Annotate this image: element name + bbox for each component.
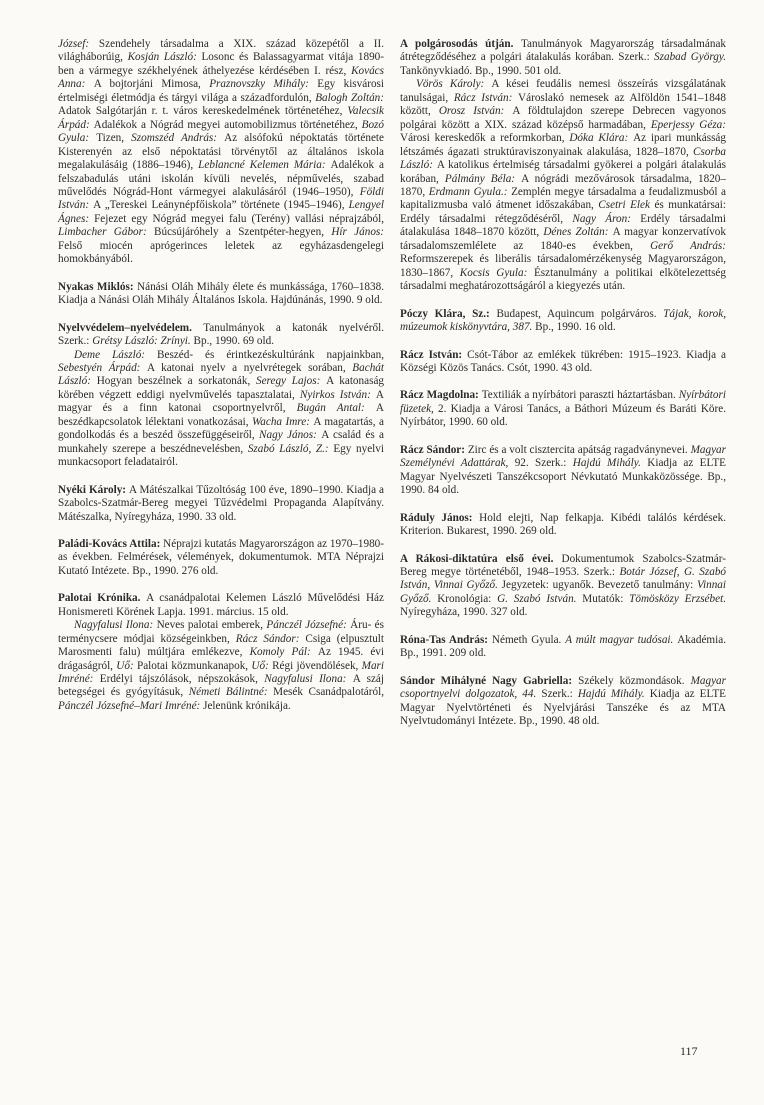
body-text: Az ipari munkásság létszámés ágazati struktúraviszonyainak alakulása, 1828–1870, <box>400 132 726 158</box>
entry-heading: Paládi-Kovács Attila: <box>58 537 164 550</box>
body-text: A katolikus értelmiség társadalmi gyökerei a polgári átalakulás korában, <box>400 159 726 185</box>
body-text: Egy nyelvi munkacsoport feladatairól. <box>58 442 384 469</box>
italic-text: Szabad György. <box>654 51 727 64</box>
entry-spacer <box>400 661 726 675</box>
body-text: 92. Szerk.: <box>514 457 573 470</box>
entry-main-paragraph <box>400 349 726 376</box>
body-text: A földtulajdon szerepe Debrecen vagyonos polgárai között a XIX. század középső harmadában, <box>400 105 727 131</box>
body-text: Losonc és Balassagyarmat vitája 1890-ben a vármegye székhelyének áthelyezése kérdésében I. rész, <box>58 51 384 77</box>
right-column <box>400 38 726 728</box>
italic-text: Vinnai Győző. <box>400 579 726 605</box>
italic-text: Szomszéd András: <box>131 132 225 145</box>
italic-text: Csetri Elek <box>598 199 655 212</box>
body-text: Szendehely társadalma a XIX. század közepétől a II. világháborúig, <box>58 38 384 64</box>
italic-text: Nyirkos István: <box>299 388 376 401</box>
body-text: Csiga (elpusztult Marosmenti falu) múltjára emlékezve, <box>58 632 384 659</box>
italic-text: Erdmann Gyula.: <box>428 185 512 198</box>
italic-text: Kovács Anna: <box>58 64 384 91</box>
entry-main-paragraph <box>58 322 384 349</box>
body-text: 2. Kiadja a Városi Tanács, a Báthori Múzeum és Baráti Köre. Nyírbátor, 1990. 60 old. <box>400 402 726 429</box>
italic-text: József: <box>58 38 99 50</box>
body-text: A magyar és a finn katonai csoportnyelvről, <box>58 388 385 415</box>
italic-text: Eperjessy Géza: <box>650 118 726 131</box>
body-text: A csanádpalotai Kelemen László Művelődési Ház Honismereti Körének Lapja. 1991. március. 15 old. <box>58 592 384 618</box>
bibliography-entry <box>400 634 726 661</box>
body-text: Kiadja az ELTE Magyar Nyelvészeti Tanszékcsoport Névkutató Munkaközössége. Bp., 1990. 84 old. <box>400 457 726 497</box>
entry-main-paragraph <box>400 308 726 335</box>
body-text: Erdély társadalmi átalakulása 1848–1870 között, <box>400 212 726 239</box>
italic-text: Nyírbátori füzetek, <box>400 389 726 415</box>
italic-text: Dóka Klára: <box>569 132 634 145</box>
italic-text: Pálmány Béla: <box>444 172 522 185</box>
italic-text: Uő: <box>251 659 273 672</box>
entry-main-paragraph <box>400 553 726 620</box>
entry-main-paragraph <box>400 389 726 429</box>
italic-text: Komoly Pál: <box>249 646 318 659</box>
italic-text: Praznovszky Mihály: <box>209 78 318 91</box>
entry-main-paragraph <box>400 444 726 498</box>
italic-text: Vörös Károly: <box>416 78 492 91</box>
entry-main-paragraph <box>400 512 726 539</box>
body-text: Palotai közmunkanapok, <box>136 659 252 672</box>
bibliography-entry <box>58 538 384 578</box>
body-text: Észtanulmány a politikai elkötelezettség társadalmi meghatározottságáról a kiegyezés után. <box>400 266 726 293</box>
body-text: Jelenünk krónikája. <box>203 699 291 712</box>
italic-text: Nagy János: <box>259 429 322 442</box>
italic-text: Tömösközy Erzsébet. <box>629 592 726 605</box>
body-text: Hogyan beszélnek a sorkatonák, <box>96 375 256 388</box>
bibliography-entry <box>400 675 726 729</box>
bibliography-entry <box>58 281 384 308</box>
entry-spacer <box>58 308 384 322</box>
body-text: és munkatársai: Erdély társadalmi rétegződéséről, <box>400 199 726 225</box>
body-text: A „Tereskei Leánynépfőiskola” története (1945–1946), <box>93 199 349 212</box>
bibliography-entry <box>58 38 384 267</box>
body-text: Akadémia. Bp., 1991. 209 old. <box>400 633 726 660</box>
entry-spacer <box>58 524 384 538</box>
italic-text: Mari Imréné: <box>58 659 385 686</box>
entry-contents-paragraph <box>58 619 384 713</box>
body-text: Bp., 1990. 69 old. <box>193 335 275 348</box>
body-text: Budapest, Aquincum polgárváros. <box>496 307 664 320</box>
entry-main-paragraph <box>400 675 726 729</box>
body-text: Városlakó nemesek az Alföldön 1541–1848 között, <box>400 91 726 118</box>
body-text: Reformszerepek és liberális társadalomérzékenység Magyarországon, 1830–1867, <box>400 253 726 279</box>
entry-spacer <box>58 470 384 484</box>
italic-text: Seregy Lajos: <box>255 375 327 388</box>
body-text: Néprajzi kutatás Magyarországon az 1970–1980-as években. Felmérések, vélemények, dokumentumok. MTA Néprajzi Kutató Intézete. Bp., 1990. 276 old. <box>58 537 384 577</box>
body-text: Zirc és a volt cisztercita apátság ragadványnevei. <box>467 443 691 456</box>
entry-spacer <box>400 294 726 308</box>
italic-text: Csorba László: <box>400 145 726 172</box>
body-text: Tizen, <box>96 132 132 145</box>
body-text: A bojtorjáni Mimosa, <box>93 78 210 91</box>
entry-heading: Ráduly János: <box>400 511 480 524</box>
body-text: Régi jövendölések, <box>272 659 362 672</box>
body-text: A Mátészalkai Tűzoltóság 100 éve, 1890–1990. Kiadja a Szabolcs-Szatmár-Bereg megyei Tűzvédelmi Propaganda Alapítvány. Mátészalka, Nyíregyháza, 1990. 33 old. <box>58 483 384 523</box>
body-text: A száj betegségei és gyógyításuk, <box>58 673 384 699</box>
entry-main-paragraph <box>58 281 384 308</box>
italic-text: Magyar csoportnyelvi dolgozatok, 44. <box>400 674 726 701</box>
body-text: Az 1945. évi drágaságról, <box>58 646 384 672</box>
italic-text: Hajdú Mihály. <box>577 688 650 701</box>
entry-contents-paragraph <box>58 349 384 470</box>
italic-text: Dénes Zoltán: <box>543 226 613 239</box>
body-text: Zemplén megye társadalma a feudalizmusból a kapitalizmusba való átmenet időszakában, <box>400 185 727 212</box>
body-text: A kései feudális nemesi összeírás vizsgálatának tanulságai, <box>400 78 726 104</box>
bibliography-entry <box>400 38 726 294</box>
body-text: A magatartás, a gondolkodás és a beszéd összefüggéseiről, <box>58 415 384 442</box>
entry-heading: Palotai Krónika. <box>58 592 147 605</box>
entry-spacer <box>400 498 726 512</box>
entry-heading: Nyelvvédelem–nyelvédelem. <box>58 321 204 334</box>
body-text: Mesék Csanádpalotáról, <box>273 686 384 699</box>
italic-text: Orosz István: <box>438 105 513 118</box>
body-text: Erdélyi tájszólások, népszokások, <box>99 673 265 686</box>
italic-text: Németi Bálintné: <box>188 686 274 699</box>
italic-text: Szabó László, Z.: <box>247 442 334 455</box>
body-text: Csót-Tábor az emlékek tükrében: 1915–1923. Kiadja a Községi Közös Tanács. Csót, 1990. 43 old. <box>400 348 726 374</box>
bibliography-entry <box>400 444 726 498</box>
italic-text: Deme László: <box>74 348 158 361</box>
body-text: Mutatók: <box>582 592 630 605</box>
italic-text: Gerő András: <box>650 239 726 252</box>
body-text: Beszéd- és érintkezéskultúránk napjainkban, <box>157 348 385 361</box>
bibliography-entry <box>58 484 384 524</box>
entry-main-paragraph <box>58 38 384 267</box>
bibliography-entry <box>400 553 726 620</box>
italic-text: Leblancné Kelemen Mária: <box>198 159 331 172</box>
body-text: Dokumentumok Szabolcs-Szatmár-Bereg megye történetéből, 1948–1953. Szerk.: <box>400 552 726 578</box>
left-column <box>58 38 384 713</box>
entry-heading: Rácz Sándor: <box>400 443 468 456</box>
entry-heading: Róna-Tas András: <box>400 633 492 646</box>
bibliography-entry <box>58 592 384 713</box>
body-text: Kronológia: <box>437 592 498 605</box>
italic-text: Bozó Gyula: <box>58 118 384 145</box>
entry-contents-paragraph <box>400 78 726 293</box>
body-text: Szerk.: <box>541 688 578 701</box>
body-text: Áru- és terménycsere módjai községeinkben, <box>58 619 384 645</box>
body-text: Adalékok a felszabadulás utáni iskolán kívüli nevelés, népművelés, szabad művelődés Nógrád-Hont vármegyei alakulásáról (1946–1950), <box>58 159 384 198</box>
italic-text: Tájak, korok, múzeumok kiskönyvtára, 387. <box>400 307 726 334</box>
body-text: Bp., 1990. 16 old. <box>535 321 616 334</box>
italic-text: Kocsis Gyula: <box>459 266 534 279</box>
body-text: Neves palotai emberek, <box>156 619 267 632</box>
italic-text: Valecsik Árpád: <box>58 105 384 131</box>
italic-text: Rácz Sándor: <box>235 632 306 645</box>
body-text: Felső miocén aprógerinces leletek az egyházasdengelegi homokbányából. <box>58 239 384 266</box>
body-text: Jegyzetek: ugyanők. Bevezető tanulmány: <box>501 579 697 592</box>
body-text: Nyíregyháza, 1990. 327 old. <box>400 606 528 619</box>
bibliography-entry <box>400 389 726 429</box>
italic-text: Hajdú Mihály. <box>572 457 648 470</box>
italic-text: Uő: <box>116 659 137 672</box>
italic-text: Bugán Antal: <box>296 402 376 415</box>
italic-text: Pánczél Józsefné–Mari Imréné: <box>58 699 204 712</box>
italic-text: Hír János: <box>331 226 384 239</box>
body-text: A beszédkapcsolatok lélektani vonatkozásai, <box>58 402 384 428</box>
body-text: Nánási Oláh Mihály élete és munkássága, 1760–1838. Kiadja a Nánási Oláh Mihály Általános Iskola. Hajdúnánás, 1990. 9 old. <box>58 280 385 307</box>
entry-heading: Nyéki Károly: <box>58 483 130 496</box>
page-number: 117 <box>680 1044 698 1058</box>
entry-heading: A Rákosi-diktatúra első évei. <box>400 552 562 565</box>
body-text: Textiliák a nyírbátori paraszti háztartásban. <box>481 389 679 402</box>
italic-text: Rácz István: <box>453 91 519 104</box>
body-text: Adatok Salgótarján r. t. város kereskedelmének történetéhez, <box>58 105 348 118</box>
entry-main-paragraph <box>400 634 726 661</box>
entry-heading: Rácz Magdolna: <box>400 389 482 402</box>
body-text: Hold elejti, Nap felkapja. Kibédi találós kérdések. Kriterion. Bukarest, 1990. 269 old. <box>400 511 726 538</box>
entry-heading: Sándor Mihályné Nagy Gabriella: <box>400 674 579 687</box>
entry-spacer <box>400 335 726 349</box>
italic-text: Wacha Imre: <box>251 415 314 428</box>
body-text: A magyar konzervatívok társadalomszemlélete az 1840-es években, <box>400 226 726 252</box>
italic-text: G. Szabó István. <box>497 592 583 605</box>
body-text: A katonai nyelv a nyelvrétegek sorában, <box>147 361 353 374</box>
body-text: Egy kisvárosi értelmiségi életmódja és tárgyi világa a századfordulón, <box>58 78 385 104</box>
entry-heading: Nyakas Miklós: <box>58 280 138 293</box>
body-text: Székely közmondások. <box>578 674 691 687</box>
entry-heading: A polgárosodás útján. <box>400 38 521 50</box>
italic-text: Balogh Zoltán: <box>315 91 384 104</box>
entry-main-paragraph <box>58 484 384 524</box>
entry-spacer <box>400 430 726 444</box>
bibliography-entry <box>400 512 726 539</box>
italic-text: Grétsy László: Zrínyi. <box>92 335 194 348</box>
entry-spacer <box>400 375 726 389</box>
italic-text: Magyar Személynévi Adattárak, <box>400 443 726 470</box>
body-text: A nógrádi mezővárosok társadalma, 1820–1870, <box>400 172 726 198</box>
body-text: A katonaság körében végzett eddigi nyelvművelés tapasztalatai, <box>58 375 385 401</box>
body-text: Kiadja az ELTE Magyar Nyelvtörténeti és Nyelvjárási Tanszéke és az MTA Nyelvtudományi Intézete. Bp., 1990. 48 old. <box>400 688 726 728</box>
italic-text: Nagyfalusi Ilona: <box>74 619 157 632</box>
bibliography-entry <box>400 349 726 376</box>
italic-text: Lengyel Ágnes: <box>58 199 384 225</box>
entry-heading: Póczy Klára, Sz.: <box>400 307 497 320</box>
bibliography-entry <box>58 322 384 470</box>
italic-text: Limbacher Gábor: <box>58 226 155 239</box>
italic-text: Bachát László: <box>58 361 384 388</box>
entry-main-paragraph <box>400 38 726 78</box>
body-text: Tankönyvkiadó. Bp., 1990. 501 old. <box>400 64 562 77</box>
body-text: Adalékok a Nógrád megyei automobilizmus történetéhez, <box>93 118 362 131</box>
body-text: A család és a munkahely szerepe a beszédnevelésben, <box>58 429 384 455</box>
entry-spacer <box>58 578 384 592</box>
italic-text: Nagy Áron: <box>572 212 641 225</box>
italic-text: Kosján László: <box>127 51 202 64</box>
body-text: Az alsófokú népoktatás története Kisterenyén az első népoktatási törvénytől az általános iskola megalakulásáig (1886–1946), <box>58 132 384 172</box>
entry-main-paragraph <box>58 592 384 619</box>
body-text: Fejezet egy Nógrád megyei falu (Terény) vallási néprajzából, <box>94 212 384 225</box>
entry-spacer <box>400 539 726 553</box>
italic-text: Pánczél Józsefné: <box>266 619 351 632</box>
bibliography-entry <box>400 308 726 335</box>
italic-text: Nagyfalusi Ilona: <box>264 673 353 686</box>
italic-text: Botár József, G. Szabó István, Vinnai Győző. <box>400 565 727 592</box>
italic-text: Sebestyén Árpád: <box>58 361 148 374</box>
body-text: Tanulmányok a katonák nyelvéről. Szerk.: <box>58 321 384 348</box>
entry-main-paragraph <box>58 538 384 578</box>
italic-text: A múlt magyar tudósai. <box>565 633 678 646</box>
entry-spacer <box>400 620 726 634</box>
entry-spacer <box>58 267 384 281</box>
body-text: Németh Gyula. <box>491 633 566 646</box>
body-text: Tanulmányok Magyarország társadalmának átrétegződéséhez a polgári átalakulás korában. Szerk.: <box>400 38 727 64</box>
entry-heading: Rácz István: <box>400 348 468 361</box>
body-text: Búcsújáróhely a Szentpéter-hegyen, <box>154 226 332 239</box>
italic-text: Földi István: <box>58 185 384 212</box>
body-text: Városi kereskedők a reformkorban, <box>400 132 570 145</box>
